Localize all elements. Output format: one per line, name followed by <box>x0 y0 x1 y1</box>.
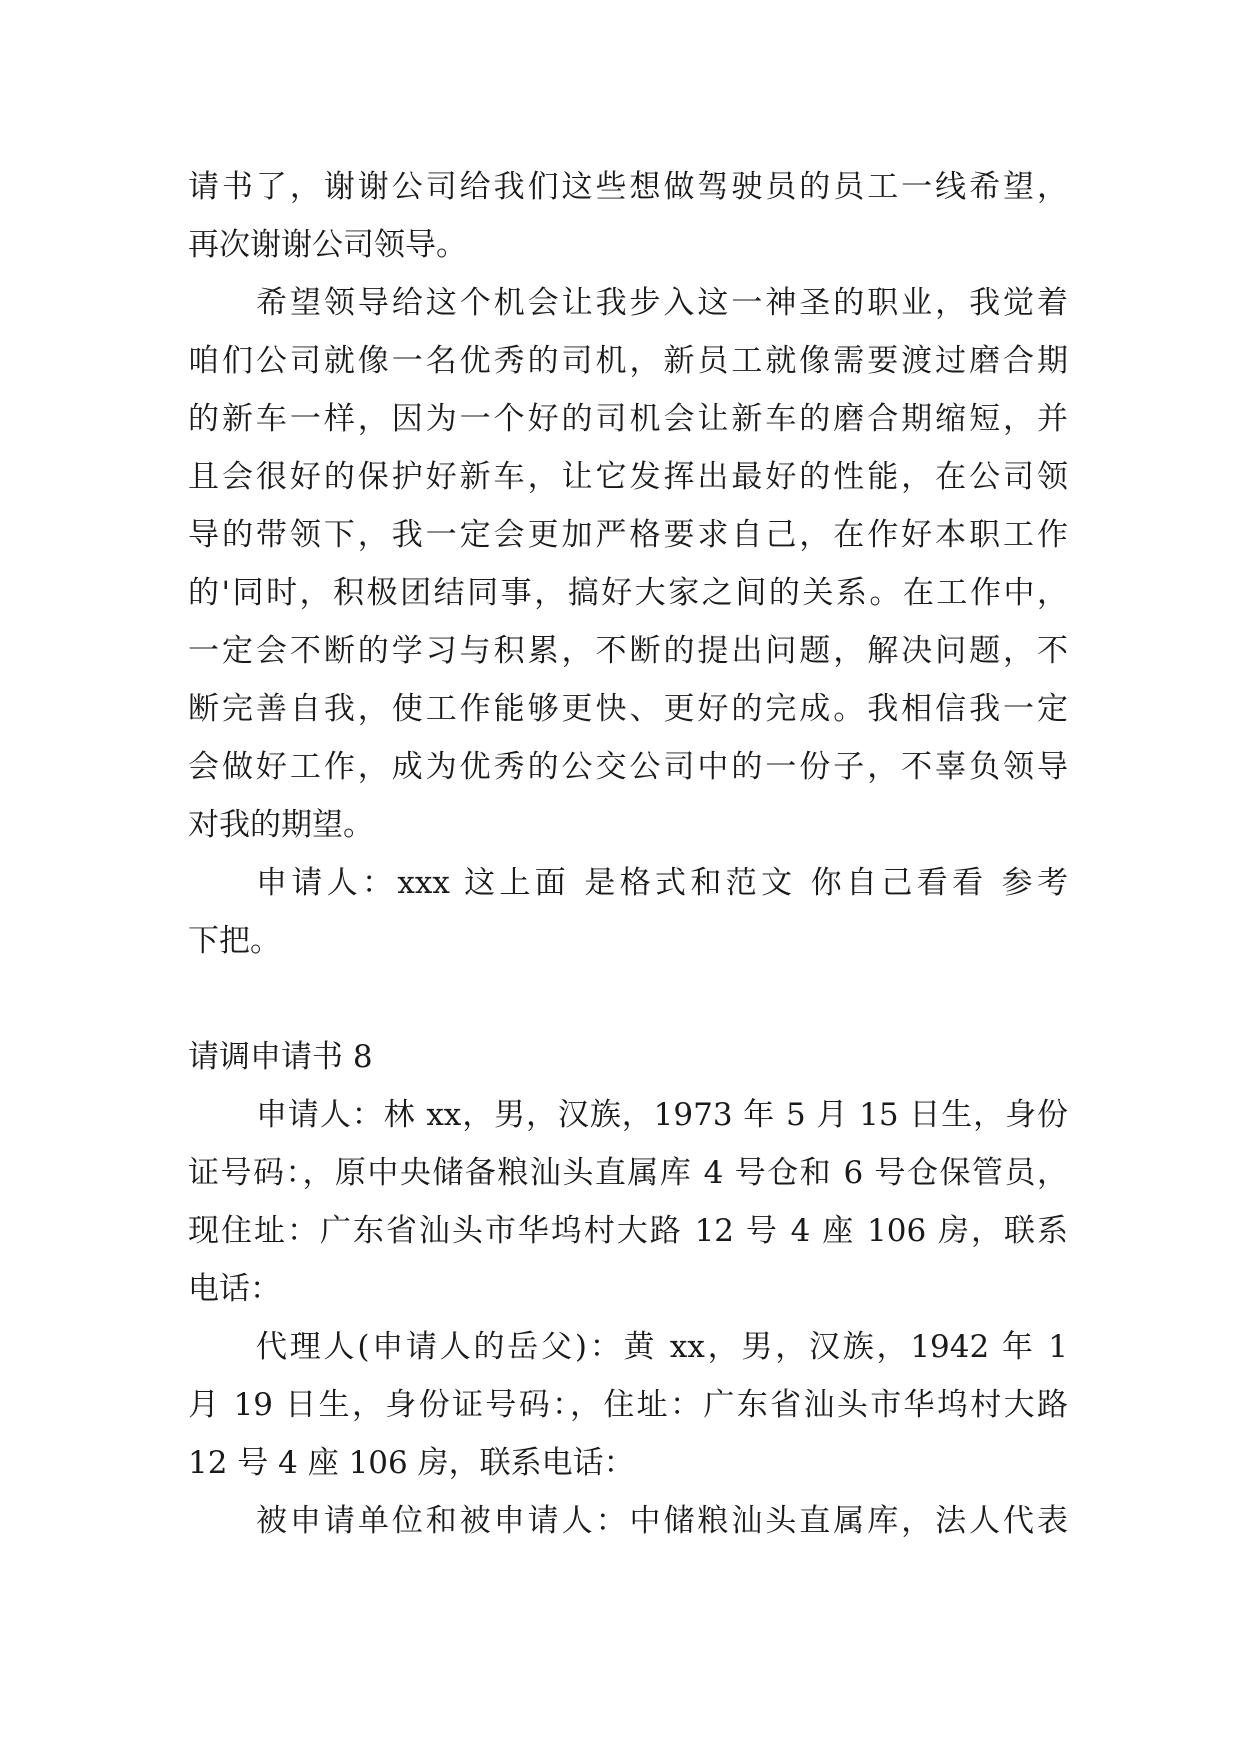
text-line: 月 19 日生，身份证号码：，住址：广东省汕头市华坞村大路 <box>188 1387 1068 1423</box>
text-line: 且会很好的保护好新车，让它发挥出最好的性能，在公司领 <box>188 459 1068 495</box>
text-line: 咱们公司就像一名优秀的司机，新员工就像需要渡过磨合期 <box>188 343 1068 379</box>
paragraph-respondent <box>188 1492 1068 1550</box>
text-line: 现住址：广东省汕头市华坞村大路 12 号 4 座 106 房，联系 <box>188 1213 1068 1249</box>
text-line: 再次谢谢公司领导。 <box>188 227 467 263</box>
text-line: 代理人(申请人的岳父)：黄 xx，男，汉族，1942 年 1 <box>256 1329 1068 1365</box>
text-line: 12 号 4 座 106 房，联系电话： <box>188 1445 635 1481</box>
text-line: 的'同时，积极团结同事，搞好大家之间的关系。在工作中， <box>188 575 1068 611</box>
text-line: 被申请单位和被申请人：中储粮汕头直属库，法人代表 <box>256 1503 1068 1539</box>
text-line: 证号码：，原中央储备粮汕头直属库 4 号仓和 6 号仓保管员， <box>188 1155 1068 1191</box>
text-line: 断完善自我，使工作能够更快、更好的完成。我相信我一定 <box>188 691 1068 727</box>
text-line: 下把。 <box>188 923 281 959</box>
text-line: 希望领导给这个机会让我步入这一神圣的职业，我觉着 <box>256 285 1068 321</box>
paragraph-hope <box>188 274 1068 854</box>
text-line: 对我的期望。 <box>188 807 374 843</box>
paragraph-continuation <box>188 158 1068 274</box>
paragraph-applicant <box>188 1086 1068 1318</box>
text-line: 申请人：xxx 这上面 是格式和范文 你自己看看 参考 <box>256 865 1068 901</box>
text-line: 会做好工作，成为优秀的公交公司中的一份子，不辜负领导 <box>188 749 1068 785</box>
document-page <box>188 158 1068 1550</box>
text-line: 请书了，谢谢公司给我们这些想做驾驶员的员工一线希望， <box>188 169 1068 205</box>
text-line: 电话： <box>188 1271 281 1307</box>
text-line: 申请人：林 xx，男，汉族，1973 年 5 月 15 日生，身份 <box>256 1097 1068 1133</box>
section-title: 请调申请书 8 <box>188 1039 373 1075</box>
text-line: 的新车一样，因为一个好的司机会让新车的磨合期缩短，并 <box>188 401 1068 437</box>
paragraph-agent <box>188 1318 1068 1492</box>
text-line: 一定会不断的学习与积累，不断的提出问题，解决问题，不 <box>188 633 1068 669</box>
paragraph-applicant-note <box>188 854 1068 970</box>
text-line: 导的带领下，我一定会更加严格要求自己，在作好本职工作 <box>188 517 1068 553</box>
